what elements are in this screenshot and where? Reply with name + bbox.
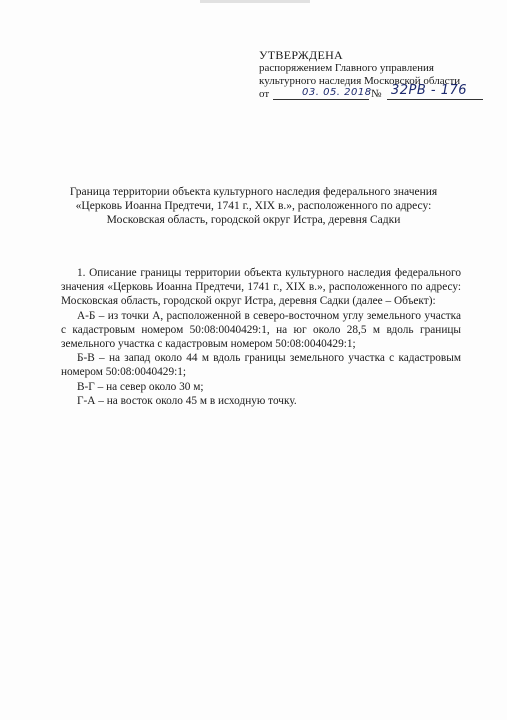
paragraph-segment-vg: В-Г – на север около 30 м; [77, 380, 204, 393]
title-line-2: «Церковь Иоанна Предтечи, 1741 г., XIX в.», расположенного по адресу: [75, 200, 432, 212]
approval-date-row [259, 83, 489, 102]
title-line-1: Граница территории объекта культурного наследия федерального значения [69, 186, 438, 198]
approval-stamp [259, 48, 489, 102]
handwritten-date: 03. 05. 2018 [302, 87, 372, 98]
paragraph-segment-bv: Б-В – на запад около 44 м вдоль границы земельного участка с кадастровым номером 50:08:0040429:1; [61, 352, 461, 379]
number-label: № [371, 88, 382, 100]
paragraph-description: 1. Описание границы территории объекта культурного наследия федерального значения «Церковь Иоанна Предтечи, 1741 г., XIX в.», расположенного по адресу: Московская область, городской округ Истра, деревня Садки (далее – Объект): [61, 267, 461, 308]
paragraph-segment-ga: Г-А – на восток около 45 м в исходную точку. [77, 394, 297, 407]
number-underline [387, 99, 483, 100]
title-line-3: Московская область, городской округ Истра, деревня Садки [106, 214, 401, 226]
date-underline [273, 99, 369, 100]
handwritten-number: 32РВ - 176 [391, 83, 468, 98]
approval-title: УТВЕРЖДЕНА [259, 48, 344, 62]
document-title [40, 185, 467, 227]
document-body [61, 266, 461, 408]
approval-line-2: культурного наследия Московской области [259, 75, 461, 87]
from-label: от [259, 88, 270, 100]
scan-artifact [200, 0, 310, 3]
approval-line-1: распоряжением Главного управления [259, 62, 434, 74]
paragraph-segment-ab: А-Б – из точки А, расположенной в северо-восточном углу земельного участка с кадастровым номером 50:08:0040429:1, на юг около 28,5 м вдоль границы земельного участка с кадастровым номером 50:08:0040429:1; [61, 309, 461, 351]
